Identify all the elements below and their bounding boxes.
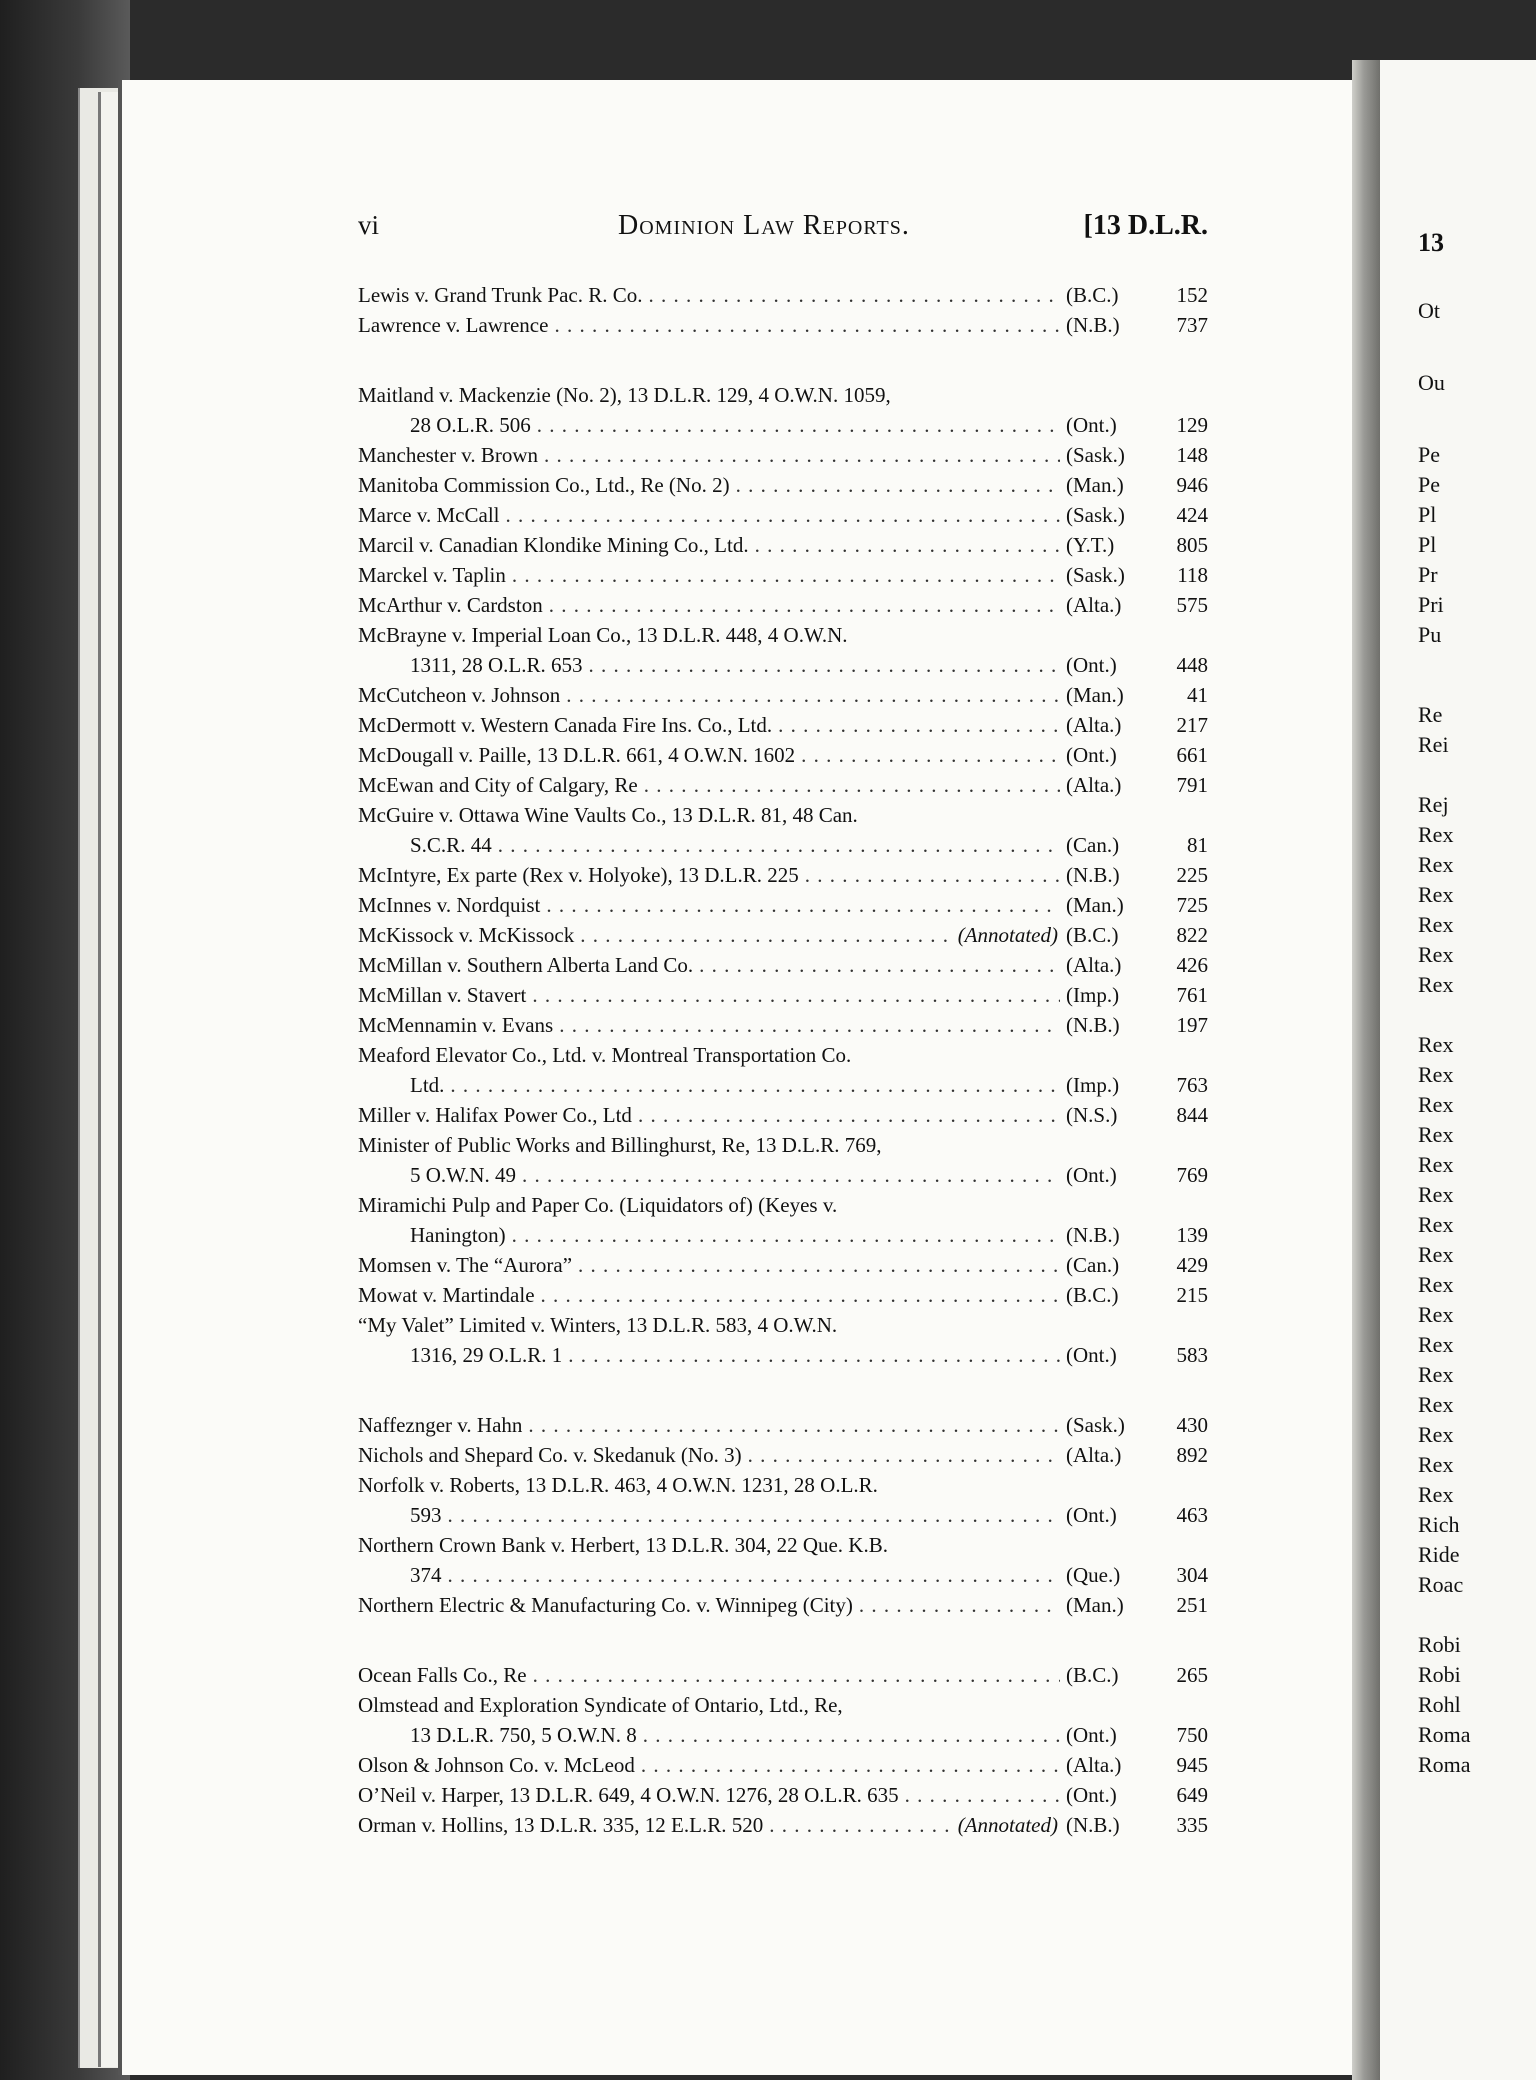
case-name: Manchester v. Brown: [358, 443, 539, 467]
case-entry: [358, 1410, 1208, 1440]
case-group: [358, 1410, 1208, 1620]
right-page-fragment: Pl: [1418, 502, 1437, 527]
court-abbrev: (Ont.): [1066, 653, 1117, 677]
leader-dots: [699, 950, 1060, 980]
case-row: [358, 560, 1208, 590]
case-row: [358, 830, 1208, 860]
court-abbrev: (Man.): [1066, 1593, 1124, 1617]
case-row: [358, 1340, 1208, 1370]
case-row: [358, 500, 1208, 530]
leader-dots: [568, 1340, 1060, 1370]
case-name: McBrayne v. Imperial Loan Co., 13 D.L.R. 448, 4 O.W.N.: [358, 623, 848, 647]
case-group: [358, 380, 1208, 1370]
right-page-fragment: Rohl: [1418, 1692, 1461, 1717]
case-citation-continued: Ltd.: [410, 1073, 445, 1097]
leader-dots: [755, 530, 1060, 560]
case-name: Naffeznger v. Hahn: [358, 1413, 523, 1437]
page-number: 335: [1176, 1813, 1208, 1837]
court-abbrev: (Imp.): [1066, 1073, 1120, 1097]
right-page-fragment: Rex: [1418, 1092, 1454, 1117]
page-number: 430: [1176, 1413, 1208, 1437]
case-entry: [358, 1470, 1208, 1530]
page-number: 225: [1176, 863, 1208, 887]
case-name: McDougall v. Paille, 13 D.L.R. 661, 4 O.W.N. 1602: [358, 743, 796, 767]
court-abbrev: (N.B.): [1066, 863, 1120, 887]
right-page-fragment: Roma: [1418, 1752, 1471, 1777]
leader-dots: [498, 830, 1060, 860]
leader-dots: [522, 1160, 1060, 1190]
case-name: McMennamin v. Evans: [358, 1013, 554, 1037]
case-citation-continued: Hanington): [410, 1223, 506, 1247]
case-name: Momsen v. The “Aurora”: [358, 1253, 573, 1277]
page-number: 251: [1176, 1593, 1208, 1617]
case-entry: [358, 500, 1208, 530]
case-name: McArthur v. Cardston: [358, 593, 543, 617]
case-entry: [358, 380, 1208, 440]
leader-dots: [546, 890, 1060, 920]
court-abbrev: (Sask.): [1066, 1413, 1125, 1437]
court-abbrev: (Man.): [1066, 683, 1124, 707]
right-page-fragment: Rex: [1418, 1362, 1454, 1387]
case-entry: [358, 1250, 1208, 1280]
case-entry: [358, 470, 1208, 500]
right-page-fragment: Rex: [1418, 852, 1454, 877]
court-abbrev: (B.C.): [1066, 1283, 1119, 1307]
case-citation-continued: 13 D.L.R. 750, 5 O.W.N. 8: [410, 1723, 637, 1747]
court-abbrev: (Y.T.): [1066, 533, 1115, 557]
case-row: [358, 1750, 1208, 1780]
court-abbrev: (Ont.): [1066, 413, 1117, 437]
case-entry: [358, 890, 1208, 920]
right-page-fragment: Rex: [1418, 1482, 1454, 1507]
leader-dots: [859, 1590, 1060, 1620]
right-page-fragment: Rex: [1418, 942, 1454, 967]
case-entry: [358, 1010, 1208, 1040]
court-abbrev: (Alta.): [1066, 713, 1122, 737]
case-name: Miller v. Halifax Power Co., Ltd: [358, 1103, 632, 1127]
case-row: [358, 1660, 1208, 1690]
page-number: 725: [1176, 893, 1208, 917]
case-name: McInnes v. Nordquist: [358, 893, 541, 917]
case-row: [358, 650, 1208, 680]
case-row: [358, 1410, 1208, 1440]
case-entry: [358, 530, 1208, 560]
case-name: O’Neil v. Harper, 13 D.L.R. 649, 4 O.W.N. 1276, 28 O.L.R. 635: [358, 1783, 899, 1807]
case-entry: [358, 1750, 1208, 1780]
leader-dots: [554, 310, 1060, 340]
case-name: Northern Crown Bank v. Herbert, 13 D.L.R. 304, 22 Que. K.B.: [358, 1533, 888, 1557]
case-entry: [358, 1660, 1208, 1690]
case-entry: [358, 280, 1208, 310]
court-abbrev: (Alta.): [1066, 773, 1122, 797]
page-number: 945: [1176, 1753, 1208, 1777]
page-number: 118: [1177, 563, 1208, 587]
case-entry: [358, 710, 1208, 740]
case-row: [358, 1250, 1208, 1280]
case-row: [358, 1440, 1208, 1470]
case-row: [358, 1160, 1208, 1190]
court-abbrev: (N.B.): [1066, 313, 1120, 337]
case-entry: [358, 440, 1208, 470]
book-gutter: [1352, 60, 1382, 2080]
case-name: Mowat v. Martindale: [358, 1283, 535, 1307]
case-name: McEwan and City of Calgary, Re: [358, 773, 638, 797]
right-page-fragment: Rex: [1418, 1182, 1454, 1207]
page-number: 148: [1176, 443, 1208, 467]
case-name: McGuire v. Ottawa Wine Vaults Co., 13 D.L.R. 81, 48 Can.: [358, 803, 858, 827]
case-name: Lawrence v. Lawrence: [358, 313, 549, 337]
case-row: [358, 1070, 1208, 1100]
right-page-fragment: Rex: [1418, 1212, 1454, 1237]
right-page-fragment: Rex: [1418, 1032, 1454, 1057]
page-number: 463: [1176, 1503, 1208, 1527]
leader-dots: [643, 1720, 1060, 1750]
case-entry: [358, 1530, 1208, 1590]
case-row: [358, 1590, 1208, 1620]
page-number: 769: [1176, 1163, 1208, 1187]
case-entry: [358, 1440, 1208, 1470]
case-entry: [358, 740, 1208, 770]
page-number: 424: [1176, 503, 1208, 527]
court-abbrev: (Ont.): [1066, 743, 1117, 767]
page-number: 946: [1176, 473, 1208, 497]
case-group: [358, 1660, 1208, 1840]
case-name: McIntyre, Ex parte (Rex v. Holyoke), 13 D.L.R. 225: [358, 863, 799, 887]
page-number: 661: [1176, 743, 1208, 767]
case-name: Ocean Falls Co., Re: [358, 1663, 527, 1687]
right-page-fragment: Rex: [1418, 1302, 1454, 1327]
court-abbrev: (Ont.): [1066, 1783, 1117, 1807]
leader-dots: [905, 1780, 1060, 1810]
case-entry: [358, 1590, 1208, 1620]
leader-dots: [512, 1220, 1060, 1250]
case-name: Orman v. Hollins, 13 D.L.R. 335, 12 E.L.R. 520: [358, 1813, 764, 1837]
case-citation-continued: 28 O.L.R. 506: [410, 413, 531, 437]
case-entry: [358, 800, 1208, 860]
case-name: Marcil v. Canadian Klondike Mining Co., Ltd.: [358, 533, 749, 557]
case-entry: [358, 920, 1208, 950]
case-entry: [358, 1100, 1208, 1130]
case-row: [358, 1560, 1208, 1590]
court-abbrev: (N.B.): [1066, 1223, 1120, 1247]
court-abbrev: (Sask.): [1066, 503, 1125, 527]
case-row: [358, 860, 1208, 890]
court-abbrev: (Alta.): [1066, 593, 1122, 617]
right-page-fragment: Robi: [1418, 1632, 1461, 1657]
court-abbrev: (Imp.): [1066, 983, 1120, 1007]
leader-dots: [532, 980, 1060, 1010]
court-abbrev: (Can.): [1066, 1253, 1120, 1277]
court-abbrev: (Ont.): [1066, 1503, 1117, 1527]
page-number: 763: [1176, 1073, 1208, 1097]
page-number: 129: [1176, 413, 1208, 437]
leader-dots: [748, 1440, 1060, 1470]
case-row: [358, 770, 1208, 800]
case-citation-continued: 374: [410, 1563, 442, 1587]
case-entry: [358, 950, 1208, 980]
court-abbrev: (Can.): [1066, 833, 1120, 857]
right-page-fragment: Ride: [1418, 1542, 1460, 1567]
court-abbrev: (N.S.): [1066, 1103, 1118, 1127]
right-page-fragment: Rex: [1418, 1242, 1454, 1267]
page-number: 41: [1187, 683, 1208, 707]
case-citation-continued: 1316, 29 O.L.R. 1: [410, 1343, 563, 1367]
case-row: [358, 950, 1208, 980]
court-abbrev: (N.B.): [1066, 1013, 1120, 1037]
page-number: 761: [1176, 983, 1208, 1007]
case-row: [358, 530, 1208, 560]
court-abbrev: (Man.): [1066, 473, 1124, 497]
case-entry: [358, 980, 1208, 1010]
leader-dots: [448, 1500, 1061, 1530]
leader-dots: [580, 920, 951, 950]
court-abbrev: (Ont.): [1066, 1343, 1117, 1367]
volume-label: [13 D.L.R.: [1083, 210, 1208, 241]
right-page-folio: 13: [1418, 228, 1444, 257]
case-row: [358, 1780, 1208, 1810]
court-abbrev: (Ont.): [1066, 1723, 1117, 1747]
right-page-fragment: Rex: [1418, 972, 1454, 997]
page-number: 217: [1176, 713, 1208, 737]
leader-dots: [528, 1410, 1060, 1440]
court-abbrev: (N.B.): [1066, 1813, 1120, 1837]
case-entry: [358, 620, 1208, 680]
case-entry: [358, 1310, 1208, 1370]
right-page-fragment: Rex: [1418, 822, 1454, 847]
leader-dots: [778, 710, 1060, 740]
case-entry: [358, 310, 1208, 340]
right-page-fragment: Rich: [1418, 1512, 1460, 1537]
case-entry: [358, 1780, 1208, 1810]
case-name: Minister of Public Works and Billinghurst, Re, 13 D.L.R. 769,: [358, 1133, 882, 1157]
case-name: McDermott v. Western Canada Fire Ins. Co., Ltd.: [358, 713, 773, 737]
page-number: 81: [1187, 833, 1208, 857]
leader-dots: [537, 410, 1060, 440]
leader-dots: [805, 860, 1060, 890]
right-page-fragment: Rex: [1418, 1422, 1454, 1447]
leader-dots: [566, 680, 1060, 710]
case-row: [358, 1280, 1208, 1310]
page-number: 139: [1176, 1223, 1208, 1247]
court-abbrev: (B.C.): [1066, 1663, 1119, 1687]
leader-dots: [549, 590, 1060, 620]
right-page-fragment: Rex: [1418, 912, 1454, 937]
court-abbrev: (Alta.): [1066, 953, 1122, 977]
case-row: [358, 280, 1208, 310]
right-page-fragment: Rex: [1418, 1452, 1454, 1477]
case-citation-continued: 1311, 28 O.L.R. 653: [410, 653, 583, 677]
case-name: Marce v. McCall: [358, 503, 500, 527]
page-number: 737: [1176, 313, 1208, 337]
case-name: Marckel v. Taplin: [358, 563, 506, 587]
case-citation-continued: 593: [410, 1503, 442, 1527]
case-entry: [358, 770, 1208, 800]
case-citation-continued: S.C.R. 44: [410, 833, 492, 857]
case-row: [358, 1220, 1208, 1250]
court-abbrev: (Ont.): [1066, 1163, 1117, 1187]
case-row: [358, 590, 1208, 620]
case-name: Nichols and Shepard Co. v. Skedanuk (No. 3): [358, 1443, 742, 1467]
page-number: 152: [1176, 283, 1208, 307]
right-page-fragment: Pe: [1418, 472, 1440, 497]
case-table: [358, 280, 1208, 1880]
right-page-fragment: Pl: [1418, 532, 1437, 557]
case-row: [358, 1010, 1208, 1040]
case-name: Meaford Elevator Co., Ltd. v. Montreal Transportation Co.: [358, 1043, 852, 1067]
case-row: [358, 1500, 1208, 1530]
court-abbrev: (Man.): [1066, 893, 1124, 917]
case-name: McMillan v. Stavert: [358, 983, 527, 1007]
case-entry: [358, 1040, 1208, 1100]
right-page-fragment: Rex: [1418, 1122, 1454, 1147]
court-abbrev: (Alta.): [1066, 1443, 1122, 1467]
page-number: 265: [1176, 1663, 1208, 1687]
right-page-fragment: Roma: [1418, 1722, 1471, 1747]
leader-dots: [541, 1280, 1060, 1310]
page-number: 892: [1176, 1443, 1208, 1467]
page-number: 822: [1176, 923, 1208, 947]
case-row: [358, 680, 1208, 710]
right-page-fragment: Pr: [1418, 562, 1438, 587]
right-page-fragment: Robi: [1418, 1662, 1461, 1687]
page-number: 791: [1176, 773, 1208, 797]
leader-dots: [641, 1750, 1060, 1780]
case-name: Miramichi Pulp and Paper Co. (Liquidators of) (Keyes v.: [358, 1193, 838, 1217]
page-number: 575: [1176, 593, 1208, 617]
case-entry: [358, 1280, 1208, 1310]
case-row: [358, 980, 1208, 1010]
case-row: [358, 890, 1208, 920]
leader-dots: [648, 280, 1060, 310]
court-abbrev: (Sask.): [1066, 443, 1125, 467]
running-title: Dominion Law Reports.: [618, 210, 910, 241]
right-page-fragment: Rei: [1418, 732, 1449, 757]
right-page-fragment: Pu: [1418, 622, 1442, 647]
case-group: [358, 280, 1208, 340]
leader-dots: [801, 740, 1060, 770]
case-row: [358, 740, 1208, 770]
case-name: Manitoba Commission Co., Ltd., Re (No. 2): [358, 473, 730, 497]
court-abbrev: (Que.): [1066, 1563, 1121, 1587]
case-entry: [358, 1190, 1208, 1250]
page-header: [358, 210, 1208, 250]
right-page-fragment: Rex: [1418, 1332, 1454, 1357]
right-page-fragment: Rej: [1418, 792, 1449, 817]
court-abbrev: (Sask.): [1066, 563, 1125, 587]
court-abbrev: (B.C.): [1066, 923, 1119, 947]
case-name: “My Valet” Limited v. Winters, 13 D.L.R. 583, 4 O.W.N.: [358, 1313, 838, 1337]
page-number: 750: [1176, 1723, 1208, 1747]
case-row: [358, 1720, 1208, 1750]
court-abbrev: (B.C.): [1066, 283, 1119, 307]
page-number: 448: [1176, 653, 1208, 677]
case-entry: [358, 590, 1208, 620]
leader-dots: [578, 1250, 1060, 1280]
case-row: [358, 1810, 1208, 1840]
case-name: Norfolk v. Roberts, 13 D.L.R. 463, 4 O.W.N. 1231, 28 O.L.R.: [358, 1473, 878, 1497]
page-folio: vi: [358, 210, 380, 240]
case-name: Maitland v. Mackenzie (No. 2), 13 D.L.R. 129, 4 O.W.N. 1059,: [358, 383, 891, 407]
right-page-fragment: Re: [1418, 702, 1443, 727]
case-entry: [358, 1130, 1208, 1190]
right-page-fragment: Rex: [1418, 1272, 1454, 1297]
leader-dots: [506, 500, 1060, 530]
case-entry: [358, 680, 1208, 710]
case-row: [358, 920, 1208, 950]
leader-dots: [559, 1010, 1060, 1040]
right-page-fragment: Rex: [1418, 1062, 1454, 1087]
page-number: 215: [1176, 1283, 1208, 1307]
page-number: 426: [1176, 953, 1208, 977]
page-number: 583: [1176, 1343, 1208, 1367]
case-name: McKissock v. McKissock: [358, 923, 575, 947]
page-number: 304: [1176, 1563, 1208, 1587]
case-row: [358, 410, 1208, 440]
case-name: Northern Electric & Manufacturing Co. v. Winnipeg (City): [358, 1593, 853, 1617]
leader-dots: [450, 1070, 1060, 1100]
case-row: [358, 710, 1208, 740]
leader-dots: [448, 1560, 1061, 1590]
page-number: 844: [1176, 1103, 1208, 1127]
case-entry: [358, 1810, 1208, 1840]
right-page-fragment: Ot: [1418, 298, 1440, 323]
case-name: McMillan v. Southern Alberta Land Co.: [358, 953, 694, 977]
leader-dots: [533, 1660, 1060, 1690]
right-page-fragment: Rex: [1418, 882, 1454, 907]
annotation-label: (Annotated): [957, 923, 1058, 947]
case-entry: [358, 560, 1208, 590]
case-entry: [358, 1690, 1208, 1750]
right-page-fragment: Pe: [1418, 442, 1440, 467]
case-name: Olson & Johnson Co. v. McLeod: [358, 1753, 635, 1777]
case-row: [358, 310, 1208, 340]
right-page-fragment: Rex: [1418, 1392, 1454, 1417]
leader-dots: [544, 440, 1060, 470]
right-page-fragment: Rex: [1418, 1152, 1454, 1177]
annotation-label: (Annotated): [957, 1813, 1058, 1837]
leader-dots: [512, 560, 1060, 590]
right-page-fragment: Roac: [1418, 1572, 1464, 1597]
leader-dots: [736, 470, 1060, 500]
case-row: [358, 440, 1208, 470]
page-number: 197: [1176, 1013, 1208, 1037]
case-name: Olmstead and Exploration Syndicate of Ontario, Ltd., Re,: [358, 1693, 843, 1717]
leader-dots: [769, 1810, 951, 1840]
court-abbrev: (Alta.): [1066, 1753, 1122, 1777]
case-row: [358, 470, 1208, 500]
page-number: 805: [1176, 533, 1208, 557]
right-page-fragment: Ou: [1418, 370, 1445, 395]
case-name: McCutcheon v. Johnson: [358, 683, 561, 707]
case-citation-continued: 5 O.W.N. 49: [410, 1163, 516, 1187]
page-number: 429: [1176, 1253, 1208, 1277]
leader-dots: [644, 770, 1060, 800]
case-name: Lewis v. Grand Trunk Pac. R. Co.: [358, 283, 643, 307]
page-number: 649: [1176, 1783, 1208, 1807]
case-entry: [358, 860, 1208, 890]
case-row: [358, 1100, 1208, 1130]
right-page-fragment: Pri: [1418, 592, 1444, 617]
leader-dots: [638, 1100, 1060, 1130]
leader-dots: [588, 650, 1060, 680]
